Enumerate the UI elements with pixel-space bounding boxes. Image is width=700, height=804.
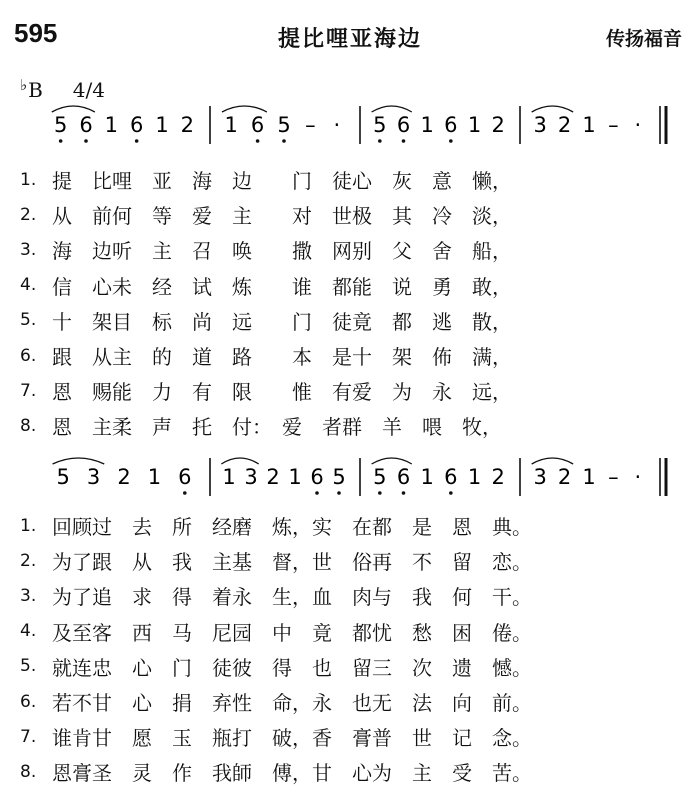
verse-line bbox=[0, 232, 700, 267]
note: 3 bbox=[86, 465, 101, 489]
verse-text: 谁肯甘 愿 玉 瓶打 破，香 膏普 世 记 念。 bbox=[52, 726, 532, 751]
low-octave-dot bbox=[183, 491, 187, 495]
note: 1 bbox=[222, 465, 236, 489]
verse-number: 6. bbox=[20, 345, 37, 366]
slur bbox=[52, 106, 95, 112]
verse-number: 5. bbox=[20, 310, 37, 331]
note: · bbox=[634, 113, 642, 137]
verse-number: 6. bbox=[20, 691, 37, 712]
note: 1 bbox=[420, 465, 434, 489]
verse-number: 5. bbox=[20, 656, 37, 677]
time-signature: 4/4 bbox=[72, 78, 105, 102]
note: 6 bbox=[129, 113, 144, 137]
note: · bbox=[333, 113, 341, 137]
verse-text: 为了跟 从 我 主基 督，世 俗再 不 留 恋。 bbox=[52, 550, 532, 575]
low-octave-dot bbox=[282, 139, 286, 143]
note: · bbox=[634, 465, 642, 489]
slur bbox=[372, 106, 412, 112]
note: – bbox=[608, 113, 619, 137]
hymn-number: 595 bbox=[14, 18, 58, 48]
score-line-2 bbox=[0, 450, 700, 512]
slur bbox=[53, 458, 105, 464]
low-octave-dot bbox=[59, 139, 63, 143]
note: 5 bbox=[277, 113, 291, 137]
verse-line bbox=[0, 754, 700, 789]
slur bbox=[222, 106, 267, 112]
note: 1 bbox=[582, 113, 596, 137]
verse-text: 恩 主柔 声 托 付： 爱 者群 羊 喂 牧， bbox=[52, 415, 502, 440]
note: – bbox=[305, 113, 316, 137]
verse-text: 回顾过 去 所 经磨 炼，实 在都 是 恩 典。 bbox=[52, 515, 532, 540]
verse-text: 恩 赐能 力 有 限 惟 有爱 为 永 远， bbox=[52, 380, 512, 405]
verse-text: 信 心未 经 试 炼 谁 都能 说 勇 敢， bbox=[52, 274, 512, 299]
verse-line bbox=[0, 543, 700, 578]
verse-line bbox=[0, 197, 700, 232]
verse-number: 7. bbox=[20, 726, 37, 747]
verse-text: 就连忠 心 门 徒彼 得 也 留三 次 遗 憾。 bbox=[52, 655, 532, 680]
note: 1 bbox=[288, 465, 302, 489]
verse-number: 1. bbox=[20, 515, 37, 536]
verse-line bbox=[0, 649, 700, 684]
verse-text: 及至客 西 马 尼园 中 竟 都忧 愁 困 倦。 bbox=[52, 620, 532, 645]
verse-line bbox=[0, 268, 700, 303]
note: 1 bbox=[467, 113, 482, 137]
verse-number: 3. bbox=[20, 585, 37, 606]
hymn-title: 提比哩亚海边 bbox=[277, 27, 422, 52]
verse-line bbox=[0, 578, 700, 613]
verse-number: 4. bbox=[20, 275, 37, 296]
note: 1 bbox=[104, 113, 119, 137]
low-octave-dot bbox=[315, 491, 319, 495]
verse-number: 8. bbox=[20, 415, 37, 436]
verse-text: 海 边听 主 召 唤 撒 网别 父 舍 船， bbox=[52, 239, 512, 264]
low-octave-dot bbox=[135, 139, 139, 143]
verse-text: 提 比哩 亚 海 边 门 徒心 灰 意 懒， bbox=[52, 169, 512, 194]
verse-line bbox=[0, 614, 700, 649]
lyrics-block-1 bbox=[0, 162, 700, 444]
verse-number: 3. bbox=[20, 239, 37, 260]
note: 3 bbox=[533, 113, 547, 137]
verse-number: 8. bbox=[20, 761, 37, 782]
note: 1 bbox=[147, 465, 162, 489]
note: 5 bbox=[332, 465, 346, 489]
verse-line bbox=[0, 303, 700, 338]
note: 2 bbox=[491, 465, 505, 489]
note: 5 bbox=[53, 113, 68, 137]
note: 6 bbox=[250, 113, 265, 137]
note: 2 bbox=[266, 465, 280, 489]
verse-text: 若不甘 心 捐 弃性 命，永 也无 法 向 前。 bbox=[52, 691, 532, 716]
key-letter: B bbox=[28, 78, 43, 102]
verse-number: 4. bbox=[20, 621, 37, 642]
note: 5 bbox=[373, 465, 387, 489]
low-octave-dot bbox=[378, 139, 382, 143]
note: 2 bbox=[557, 113, 572, 137]
low-octave-dot bbox=[402, 491, 406, 495]
slur bbox=[221, 458, 258, 464]
note: 6 bbox=[444, 465, 458, 489]
verse-text: 为了追 求 得 着永 生，血 肉与 我 何 干。 bbox=[52, 585, 532, 610]
note: 3 bbox=[244, 465, 258, 489]
note: 1 bbox=[224, 113, 238, 137]
verse-number: 7. bbox=[20, 380, 37, 401]
verse-text: 恩膏圣 灵 作 我師 傅，甘 心为 主 受 苦。 bbox=[52, 761, 532, 786]
hymn-category: 传扬福音 bbox=[605, 28, 682, 50]
note: 6 bbox=[79, 113, 93, 137]
note: 2 bbox=[491, 113, 505, 137]
note: – bbox=[608, 465, 619, 489]
verse-number: 2. bbox=[20, 550, 37, 571]
note: 1 bbox=[467, 465, 482, 489]
note: 6 bbox=[310, 465, 324, 489]
low-octave-dot bbox=[256, 139, 260, 143]
slur bbox=[532, 106, 573, 112]
note: 5 bbox=[373, 113, 387, 137]
note: 6 bbox=[444, 113, 458, 137]
note: 6 bbox=[178, 465, 192, 489]
note: 6 bbox=[396, 465, 411, 489]
verse-line bbox=[0, 162, 700, 197]
verse-line bbox=[0, 338, 700, 373]
low-octave-dot bbox=[402, 139, 406, 143]
verse-number: 1. bbox=[20, 169, 37, 190]
low-octave-dot bbox=[449, 139, 453, 143]
verse-line bbox=[0, 719, 700, 754]
verse-line bbox=[0, 408, 700, 443]
slur bbox=[372, 458, 412, 464]
note: 1 bbox=[582, 465, 596, 489]
lyrics-block-2 bbox=[0, 508, 700, 790]
note: 2 bbox=[117, 465, 131, 489]
verse-text: 从 前何 等 爱 主 对 世极 其 冷 淡， bbox=[52, 204, 512, 229]
note: 1 bbox=[420, 113, 434, 137]
flat-sign: ♭ bbox=[20, 76, 28, 94]
verse-number: 2. bbox=[20, 204, 37, 225]
low-octave-dot bbox=[378, 491, 382, 495]
verse-line bbox=[0, 684, 700, 719]
verse-text: 十 架目 标 尚 远 门 徒竟 都 逃 散， bbox=[52, 309, 512, 334]
verse-line bbox=[0, 508, 700, 543]
low-octave-dot bbox=[449, 491, 453, 495]
low-octave-dot bbox=[84, 139, 88, 143]
note: 3 bbox=[533, 465, 547, 489]
note: 2 bbox=[557, 465, 572, 489]
note: 2 bbox=[180, 113, 195, 137]
slur bbox=[532, 458, 573, 464]
note: 6 bbox=[396, 113, 411, 137]
note: 1 bbox=[155, 113, 169, 137]
verse-text: 跟 从主 的 道 路 本 是十 架 佈 满， bbox=[52, 345, 512, 370]
score-line-1 bbox=[0, 98, 700, 160]
low-octave-dot bbox=[337, 491, 341, 495]
verse-line bbox=[0, 373, 700, 408]
note: 5 bbox=[56, 465, 70, 489]
